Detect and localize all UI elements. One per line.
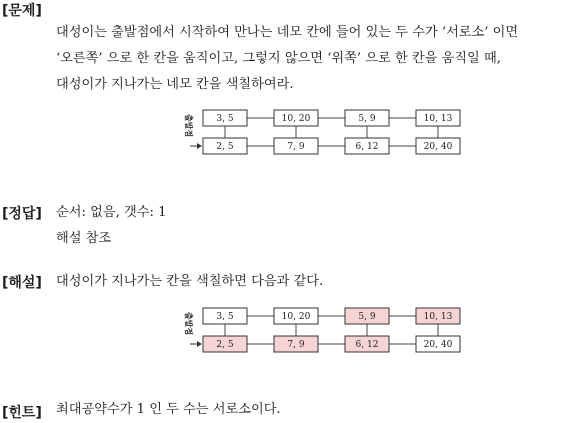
explanation-line: 대성이가 지나가는 칸을 색칠하면 다음과 같다. xyxy=(56,274,324,289)
cell-value: 5, 9 xyxy=(358,114,376,124)
top-cell-1 xyxy=(203,308,247,324)
cell-value: 5, 9 xyxy=(358,312,376,322)
problem-line-1: 대성이는 출발점에서 시작하여 만나는 네모 칸에 들어 있는 두 수가 ‘서로소’ 이면 xyxy=(56,25,519,40)
explanation-header: [해설] xyxy=(2,275,42,291)
cell-value: 6, 12 xyxy=(355,340,379,350)
bottom-cell-2 xyxy=(274,138,318,154)
hint-line: 최대공약수가 1 인 두 수는 서로소이다. xyxy=(56,402,281,417)
cell-value: 20, 40 xyxy=(423,340,453,350)
answer-line-2: 해설 참조 xyxy=(56,231,112,246)
cell-value: 10, 13 xyxy=(423,312,453,322)
bottom-cell-3 xyxy=(345,138,389,154)
cell-value: 10, 13 xyxy=(423,114,453,124)
bottom-cell-4 xyxy=(416,138,460,154)
start-label: 출발점 xyxy=(184,312,193,336)
bottom-cell-4 xyxy=(416,336,460,352)
cell-value: 10, 20 xyxy=(281,312,311,322)
bottom-cell-3 xyxy=(345,336,389,352)
solution-diagram xyxy=(184,308,460,352)
top-cell-1 xyxy=(203,110,247,126)
top-cell-3 xyxy=(345,308,389,324)
problem-line-2: ‘오른쪽’ 으로 한 칸을 움직이고, 그렇지 않으면 ‘위쪽’ 으로 한 칸을 움직일 때, xyxy=(56,51,501,66)
cell-value: 2, 5 xyxy=(216,142,234,152)
start-arrowhead-icon xyxy=(197,341,202,347)
cell-value: 20, 40 xyxy=(423,142,453,152)
top-cell-4 xyxy=(416,110,460,126)
bottom-cell-1 xyxy=(203,336,247,352)
problem-line-3: 대성이가 지나가는 네모 칸을 색칠하여라. xyxy=(56,77,294,92)
answer-line-1: 순서: 없음, 갯수: 1 xyxy=(56,205,167,220)
bottom-cell-1 xyxy=(203,138,247,154)
answer-header: [정답] xyxy=(2,206,42,222)
top-cell-3 xyxy=(345,110,389,126)
start-arrowhead-icon xyxy=(197,143,202,149)
bottom-cell-2 xyxy=(274,336,318,352)
top-cell-2 xyxy=(274,110,318,126)
cell-value: 7, 9 xyxy=(287,340,305,350)
cell-value: 3, 5 xyxy=(216,312,234,322)
cell-value: 7, 9 xyxy=(287,142,305,152)
cell-value: 10, 20 xyxy=(281,114,311,124)
cell-value: 6, 12 xyxy=(355,142,379,152)
top-cell-4 xyxy=(416,308,460,324)
hint-header: [힌트] xyxy=(2,405,42,421)
cell-value: 3, 5 xyxy=(216,114,234,124)
top-cell-2 xyxy=(274,308,318,324)
problem-header: [문제] xyxy=(2,3,42,19)
problem-diagram xyxy=(184,110,460,154)
cell-value: 2, 5 xyxy=(216,340,234,350)
start-label: 출발점 xyxy=(184,114,193,138)
